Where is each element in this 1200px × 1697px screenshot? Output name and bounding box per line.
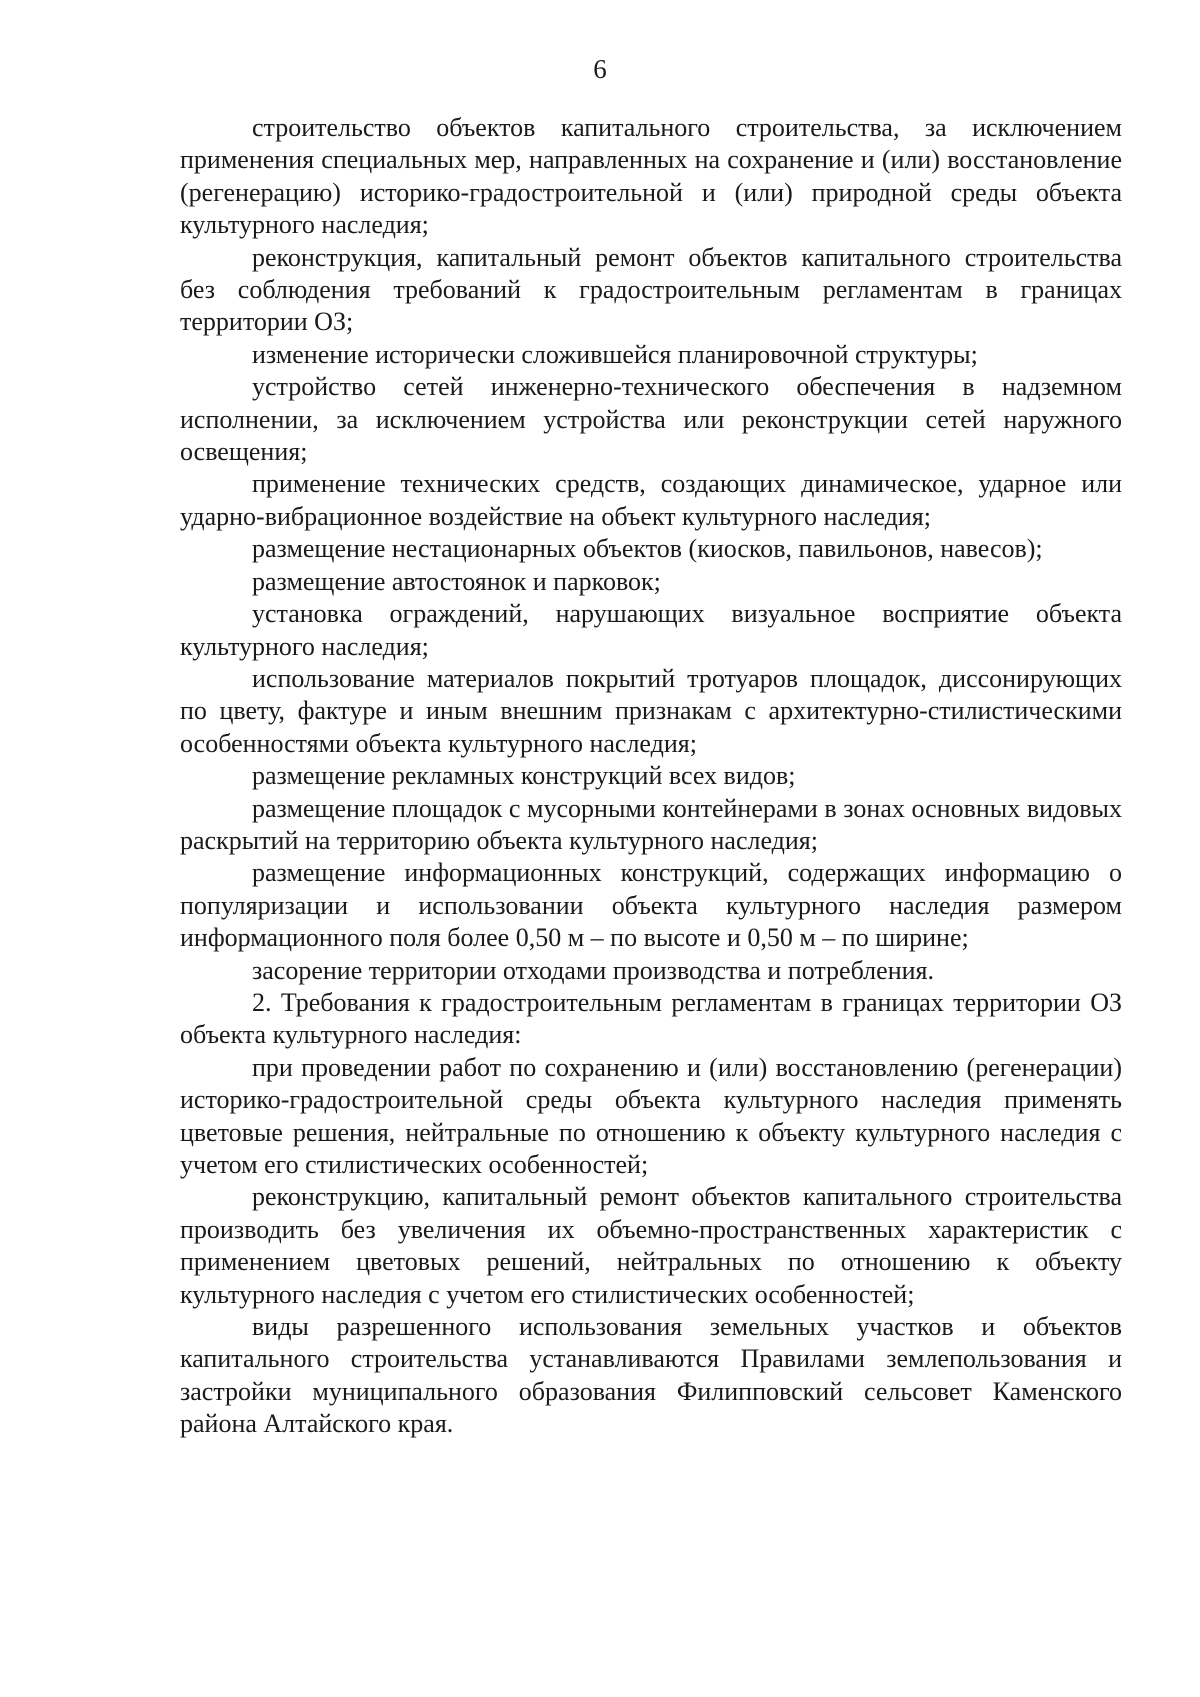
paragraph: строительство объектов капитального строительства, за исключением применения специальных мер, направленных на сохранение и (или) восстановление (регенерацию) историко-градостроительной и (или) природной среды объекта культурного наследия; [180, 113, 1122, 240]
paragraph: засорение территории отходами производства и потребления. [252, 955, 934, 985]
document-body [180, 112, 1122, 1441]
paragraph: виды разрешенного использования земельных участков и объектов капитального строительства устанавливаются Правилами землепользования и застройки муниципального образования Филипповский сельсовет Каменского района Алтайского края. [180, 1312, 1122, 1439]
section-heading-paragraph: 2. Требования к градостроительным регламентам в границах территории ОЗ объекта культурного наследия: [180, 987, 1122, 1050]
paragraph: размещение автостоянок и парковок; [252, 566, 661, 596]
paragraph: при проведении работ по сохранению и (или) восстановлению (регенерации) историко-градостроительной среды объекта культурного наследия применять цветовые решения, нейтральные по отношению к объекту культурного наследия с учетом его стилистических особенностей; [180, 1052, 1122, 1179]
paragraph: изменение исторически сложившейся планировочной структуры; [252, 339, 978, 369]
paragraph: размещение нестационарных объектов (киосков, павильонов, навесов); [252, 534, 1043, 564]
paragraph: использование материалов покрытий тротуаров площадок, диссонирующих по цвету, фактуре и иным внешним признакам с архитектурно-стилистическими особенностями объекта культурного наследия; [180, 663, 1122, 758]
paragraph: устройство сетей инженерно-технического обеспечения в надземном исполнении, за исключением устройства или реконструкции сетей наружного освещения; [180, 372, 1122, 467]
paragraph: реконструкция, капитальный ремонт объектов капитального строительства без соблюдения требований к градостроительным регламентам в границах территории ОЗ; [180, 242, 1122, 337]
paragraph: размещение информационных конструкций, содержащих информацию о популяризации и использовании объекта культурного наследия размером информационного поля более 0,50 м – по высоте и 0,50 м – по ширине; [180, 858, 1122, 953]
paragraph: размещение площадок с мусорными контейнерами в зонах основных видовых раскрытий на территорию объекта культурного наследия; [180, 793, 1122, 855]
paragraph: реконструкцию, капитальный ремонт объектов капитального строительства производить без увеличения их объемно-пространственных характеристик с применением цветовых решений, нейтральных по отношению к объекту культурного наследия с учетом его стилистических особенностей; [180, 1182, 1122, 1309]
paragraph: установка ограждений, нарушающих визуальное восприятие объекта культурного наследия; [180, 599, 1122, 661]
paragraph: размещение рекламных конструкций всех видов; [252, 761, 796, 791]
page-number: 6 [593, 54, 607, 84]
paragraph: применение технических средств, создающих динамическое, ударное или ударно-вибрационное воздействие на объект культурного наследия; [180, 469, 1122, 531]
